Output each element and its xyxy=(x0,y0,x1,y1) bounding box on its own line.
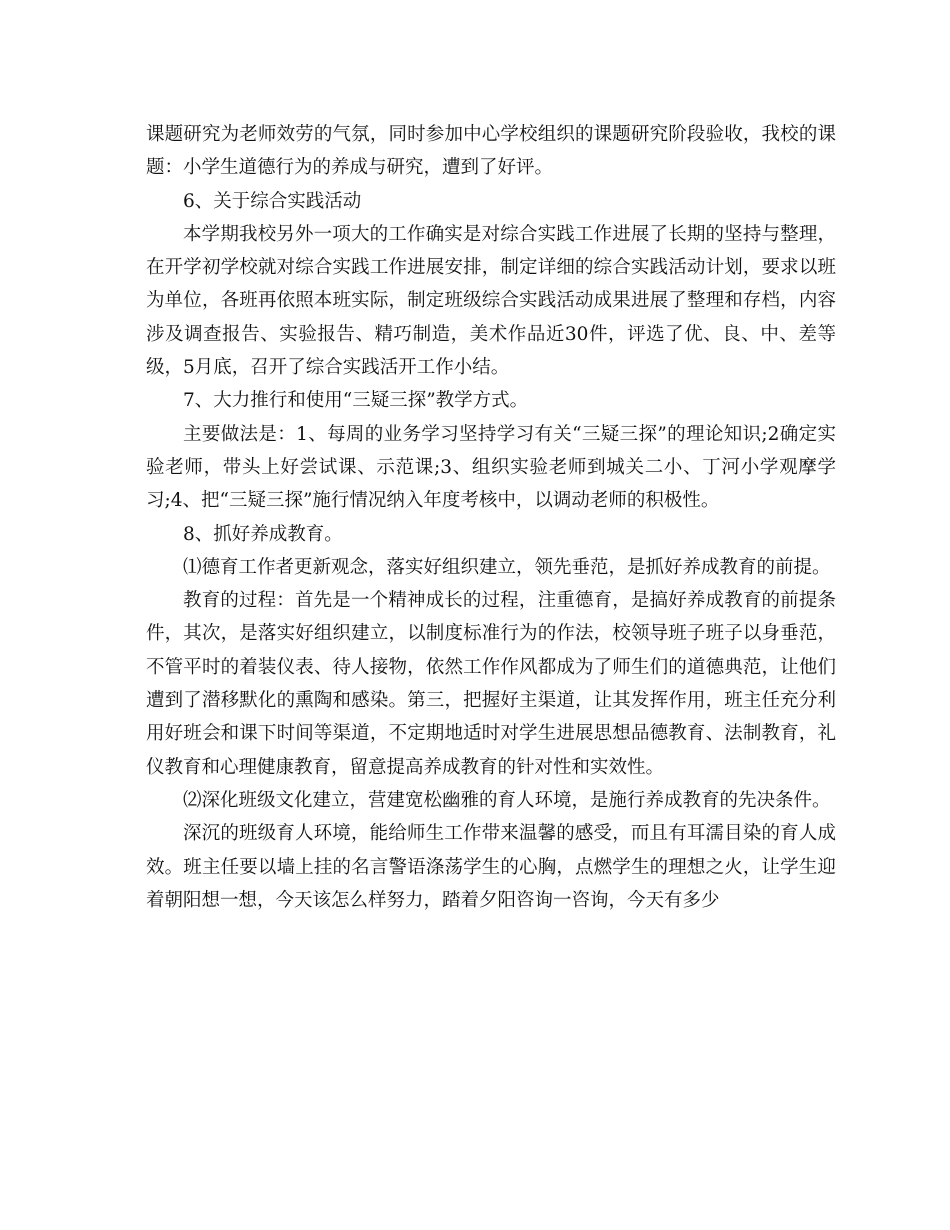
subheading-1: ⑴德育工作者更新观念，落实好组织建立，领先垂范，是抓好养成教育的前提。 xyxy=(183,556,831,578)
paragraph-1: 课题研究为老师效劳的气氛，同时参加中心学校组织的课题研究阶段验收，我校的课题：小学生道德行为的养成与研究，遭到了好评。 xyxy=(146,124,836,179)
document-body xyxy=(146,118,836,917)
paragraph-3: 本学期我校另外一项大的工作确实是对综合实践工作进展了长期的坚持与整理，在开学初学校就对综合实践工作进展安排，制定详细的综合实践活动计划，要求以班为单位，各班再依照本班实际，制定班级综合实践活动成果进展了整理和存档，内容涉及调查报告、实验报告、精巧制造，美术作品近30件，评选了优、良、中、差等级，5月底，召开了综合实践活开工作小结。 xyxy=(146,223,836,379)
subheading-2: ⑵深化班级文化建立，营建宽松幽雅的育人环境，是施行养成教育的先决条件。 xyxy=(183,789,831,811)
heading-7-teaching-method: 7、大力推行和使用“三疑三探”教学方式。 xyxy=(183,390,529,412)
paragraph-5: 主要做法是：1、每周的业务学习坚持学习有关“三疑三探”的理论知识;2确定实验老师，带头上好尝试课、示范课;3、组织实验老师到城关二小、丁河小学观摩学习;4、把“三疑三探”施行情况纳入年度考核中，以调动老师的积极性。 xyxy=(146,423,836,512)
paragraph-8: 教育的过程：首先是一个精神成长的过程，注重德育，是搞好养成教育的前提条件，其次，是落实好组织建立，以制度标准行为的作法，校领导班子班子以身垂范，不管平时的着装仪表、待人接物，依然工作作风都成为了师生们的道德典范，让他们遭到了潜移默化的熏陶和感染。第三，把握好主渠道，让其发挥作用，班主任充分利用好班会和课下时间等渠道，不定期地适时对学生进展思想品德教育、法制教育，礼仪教育和心理健康教育，留意提高养成教育的针对性和实效性。 xyxy=(146,590,836,778)
heading-6-comprehensive-practice: 6、关于综合实践活动 xyxy=(183,190,362,212)
paragraph-10: 深沉的班级育人环境，能给师生工作带来温馨的感受，而且有耳濡目染的育人成效。班主任要以墙上挂的名言警语涤荡学生的心胸，点燃学生的理想之火，让学生迎着朝阳想一想，今天该怎么样努力，踏着夕阳咨询一咨询，今天有多少 xyxy=(146,823,836,911)
heading-8-habit-education: 8、抓好养成教育。 xyxy=(183,523,343,545)
